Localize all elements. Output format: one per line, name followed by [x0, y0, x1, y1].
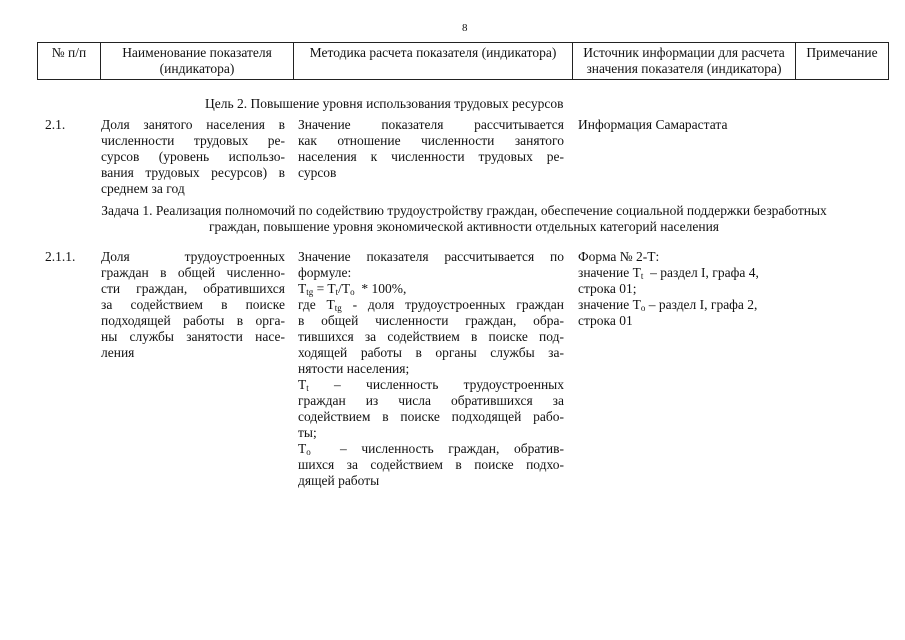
header-note: Примечание	[796, 43, 889, 80]
text-line: населения к численности трудовых ре-	[298, 149, 564, 164]
text-line: $T_o$ – численность граждан, обратив-	[298, 441, 564, 457]
text-line: граждан из числа обратившихся за	[298, 393, 564, 408]
text-line: ны службы занятости насе-	[101, 329, 285, 344]
header-source: Источник информации для расчета значения показателя (индикатора)	[573, 43, 796, 80]
text-line: значение $T_o$ – раздел I, графа 2,	[578, 297, 758, 313]
row-2-1-source: Информация Самарастата	[578, 117, 728, 132]
row-2-1-method	[298, 117, 564, 181]
text-line: строка 01	[578, 313, 633, 328]
text-line: дящей работы	[298, 473, 380, 488]
text-line: ты;	[298, 425, 317, 440]
text-line: сурсов (уровень использо-	[101, 149, 285, 164]
text-line: где $T_{tg}$ - доля трудоустроенных граждан	[298, 297, 564, 313]
row-2-1-1-source	[578, 249, 794, 329]
header-table	[37, 42, 889, 80]
row-2-1-1-name	[101, 249, 285, 361]
row-2-1-num: 2.1.	[45, 117, 66, 132]
text-line: содействием в поиске подходящей рабо-	[298, 409, 564, 424]
text-line: нятости населения;	[298, 361, 410, 376]
text-line: граждан в общей численно-	[101, 265, 285, 280]
row-2-1-name	[101, 117, 285, 197]
text-line: Значение показателя рассчитывается по	[298, 249, 564, 264]
page-number: 8	[462, 22, 468, 34]
text-line: Форма № 2-Т:	[578, 249, 660, 264]
header-num: № п/п	[38, 43, 101, 80]
header-name: Наименование показателя (индикатора)	[101, 43, 294, 80]
text-line: Задача 1. Реализация полномочий по содействию трудоустройству граждан, обеспечение социальной поддержки безработных	[101, 203, 827, 218]
text-line: ходящей работы в органы службы за-	[298, 345, 564, 360]
text-line: шихся за содействием в поиске подхо-	[298, 457, 564, 472]
formula: $T_{tg} = T_t/T_o * 100\%$,	[298, 281, 407, 297]
text-line: тившихся за содействием в поиске под-	[298, 329, 564, 344]
text-line: Значение показателя рассчитывается	[298, 117, 564, 132]
text-line: значение $T_t$ – раздел I, графа 4,	[578, 265, 759, 281]
row-2-1-1-num: 2.1.1.	[45, 249, 76, 264]
text-line: формуле:	[298, 265, 352, 280]
text-line: граждан, повышение уровня экономической активности отдельных категорий населения	[208, 219, 720, 234]
text-line: в общей численности граждан, обра-	[298, 313, 564, 328]
text-line: сурсов	[298, 165, 337, 180]
text-line: подходящей работы в орга-	[101, 313, 285, 328]
header-method: Методика расчета показателя (индикатора)	[294, 43, 573, 80]
text-line: Доля занятого населения в	[101, 117, 285, 132]
text-line: как отношение численности занятого	[298, 133, 564, 148]
text-line: Доля трудоустроенных	[101, 249, 285, 264]
text-line: за содействием в поиске	[101, 297, 285, 312]
text-line: строка 01;	[578, 281, 637, 296]
goal-heading: Цель 2. Повышение уровня использования трудовых ресурсов	[205, 96, 564, 111]
row-2-1-1-method	[298, 249, 564, 489]
text-line: $T_t$ – численность трудоустроенных	[298, 377, 564, 393]
text-line: среднем за год	[101, 181, 185, 196]
task-heading	[45, 203, 883, 235]
text-line: вания трудовых ресурсов) в	[101, 165, 285, 180]
text-line: численности трудовых ре-	[101, 133, 285, 148]
text-line: ления	[101, 345, 135, 360]
text-line: сти граждан, обратившихся	[101, 281, 285, 296]
